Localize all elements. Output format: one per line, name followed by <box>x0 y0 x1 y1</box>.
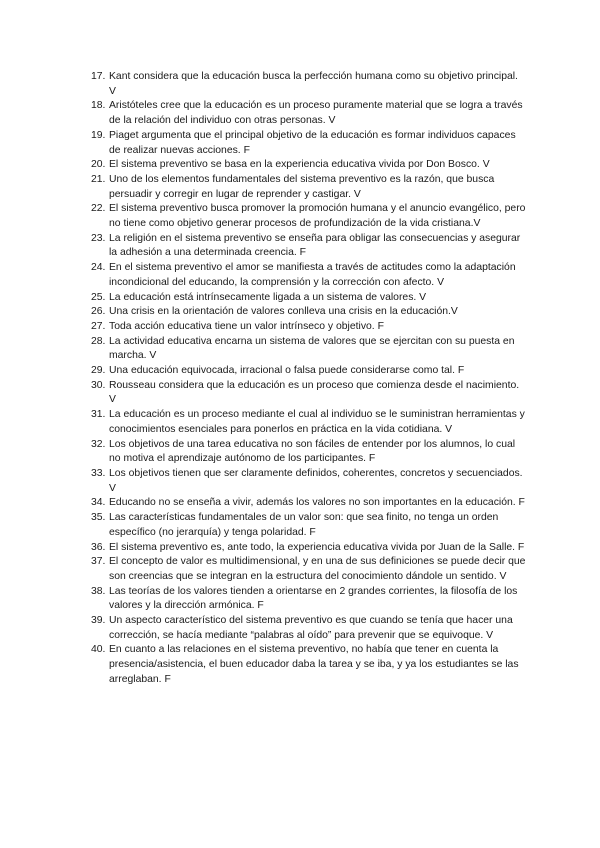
question-number: 33. <box>91 467 106 479</box>
question-text: Rousseau considera que la educación es un proceso que comienza desde el nacimiento. V <box>109 379 520 406</box>
question-item <box>91 261 527 290</box>
question-text: Un aspecto característico del sistema preventivo es que cuando se tenía que hacer una corrección, se hacía mediante “palabras al oído” para prevenir que se equivoque. V <box>109 615 513 641</box>
question-number: 17. <box>91 71 106 82</box>
question-number: 27. <box>91 320 106 332</box>
question-number: 34. <box>91 497 106 509</box>
question-item <box>91 232 527 261</box>
question-text: La educación es un proceso mediante el cual al individuo se le suministran herramientas y conocimientos esenciales para ponerlos en práctica en la vida cotidiana. V <box>109 409 525 435</box>
question-text: Una educación equivocada, irracional o falsa puede considerarse como tal. F <box>109 365 465 377</box>
question-number: 30. <box>91 379 106 391</box>
question-item <box>91 541 527 556</box>
question-text: En el sistema preventivo el amor se manifiesta a través de actitudes como la adaptación incondicional del educando, la comprensión y la corrección con afecto. V <box>109 262 516 288</box>
question-text: La religión en el sistema preventivo se enseña para obligar las consecuencias y asegurar la adhesión a una determinada creencia. F <box>109 232 521 259</box>
question-text: Los objetivos de una tarea educativa no son fáciles de entender por los alumnos, lo cual no motiva el aprendizaje autónomo de los participantes. F <box>109 438 516 465</box>
question-number: 24. <box>91 262 106 274</box>
question-number: 36. <box>91 541 106 553</box>
question-item <box>91 555 527 584</box>
question-item <box>91 408 527 437</box>
question-text: La educación está intrínsecamente ligada a un sistema de valores. V <box>109 291 427 303</box>
question-item <box>91 305 527 320</box>
question-number: 22. <box>91 203 106 215</box>
question-number: 20. <box>91 159 106 171</box>
question-number: 21. <box>91 173 106 185</box>
question-number: 35. <box>91 512 106 524</box>
question-list <box>91 70 527 688</box>
question-text: Una crisis en la orientación de valores conlleva una crisis en la educación.V <box>109 306 458 318</box>
question-number: 40. <box>91 644 106 656</box>
question-text: Las teorías de los valores tienden a orientarse en 2 grandes corrientes, la filosofía de los valores y la dirección armónica. F <box>109 585 518 612</box>
question-number: 39. <box>91 615 106 627</box>
question-item <box>91 467 527 496</box>
question-item <box>91 438 527 467</box>
question-text: El concepto de valor es multidimensional, y en una de sus definiciones se puede decir que son creencias que se integran en la estructura del conocimiento dándole un sentido. V <box>109 556 526 582</box>
question-text: Uno de los elementos fundamentales del sistema preventivo es la razón, que busca persuadir y corregir en lugar de reprender y castigar. V <box>109 173 495 200</box>
question-number: 28. <box>91 335 106 347</box>
question-number: 32. <box>91 438 106 450</box>
question-item <box>91 99 527 128</box>
question-number: 37. <box>91 556 106 568</box>
question-text: El sistema preventivo es, ante todo, la experiencia educativa vivida por Juan de la Salle. F <box>109 541 525 553</box>
question-text: Los objetivos tienen que ser claramente definidos, coherentes, concretos y secuenciados. V <box>109 467 523 494</box>
question-number: 23. <box>91 232 106 244</box>
question-item <box>91 158 527 173</box>
question-number: 38. <box>91 585 106 597</box>
question-text: La actividad educativa encarna un sistema de valores que se ejercitan con su puesta en marcha. V <box>109 335 515 362</box>
question-item <box>91 496 527 511</box>
question-item <box>91 335 527 364</box>
question-item <box>91 291 527 306</box>
question-text: En cuanto a las relaciones en el sistema preventivo, no había que tener en cuenta la presencia/asistencia, el buen educador daba la tarea y se iba, y ya los estudiantes se las arreglaban. F <box>109 644 519 685</box>
question-number: 29. <box>91 365 106 377</box>
question-text: Piaget argumenta que el principal objetivo de la educación es formar individuos capaces de realizar nuevas acciones. F <box>109 129 516 156</box>
question-text: Toda acción educativa tiene un valor intrínseco y objetivo. F <box>109 320 384 332</box>
question-text: Las características fundamentales de un valor son: que sea finito, no tenga un orden específico (no jerarquía) y tenga polaridad. F <box>109 512 499 538</box>
question-number: 25. <box>91 291 106 303</box>
question-item <box>91 173 527 202</box>
question-item <box>91 585 527 614</box>
question-text: Aristóteles cree que la educación es un proceso puramente material que se logra a través de la relación del individuo con otras personas. V <box>109 100 523 127</box>
question-item <box>91 202 527 231</box>
question-item <box>91 129 527 158</box>
question-item <box>91 364 527 379</box>
question-text: El sistema preventivo se basa en la experiencia educativa vivida por Don Bosco. V <box>109 159 490 171</box>
question-text: Educando no se enseña a vivir, además los valores no son importantes en la educación. F <box>109 497 525 509</box>
question-number: 19. <box>91 129 106 141</box>
question-text: Kant considera que la educación busca la perfección humana como su objetivo principal. V <box>109 71 518 97</box>
question-number: 26. <box>91 306 106 318</box>
question-number: 31. <box>91 409 106 421</box>
question-item <box>91 379 527 408</box>
question-item <box>91 614 527 643</box>
question-item <box>91 511 527 540</box>
question-text: El sistema preventivo busca promover la promoción humana y el anuncio evangélico, pero no tiene como objetivo generar procesos de profundización de la vida cristiana.V <box>109 203 526 230</box>
question-item <box>91 70 527 99</box>
question-item <box>91 320 527 335</box>
question-item <box>91 643 527 687</box>
question-number: 18. <box>91 100 106 112</box>
